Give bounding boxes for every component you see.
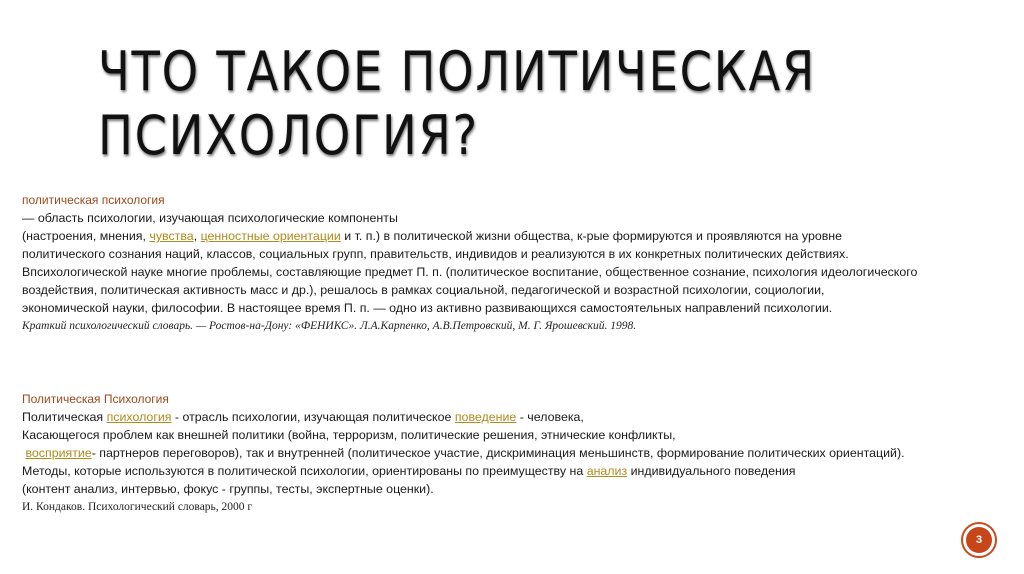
definition-block-2: [22, 390, 942, 516]
link-feelings[interactable]: чувства: [149, 229, 194, 243]
text-span: и т. п.) в политической жизни общества, к-рые формируются и проявляются на уровне: [340, 229, 843, 243]
definition-2-line: (контент анализ, интервью, фокус - группы, тесты, экспертные оценки).: [22, 482, 434, 496]
text-span: - партнеров переговоров), так и внутренней (политическое участие, дискриминация меньшинств, формирование политических ориентаций).: [91, 446, 905, 460]
text-span: Методы, которые используются в политической психологии, ориентированы по преимуществу на: [22, 464, 587, 478]
link-value-orientations[interactable]: ценностные ориентации: [200, 229, 341, 243]
text-span: Политическая: [22, 410, 107, 424]
text-span: индивидуального поведения: [627, 464, 796, 478]
definition-2-line: [22, 462, 942, 480]
definition-1-line: политического сознания наций, классов, социальных групп, правительств, индивидов и реализуются в их конкретных политических действиях.: [22, 247, 849, 261]
page-number-badge: [961, 522, 997, 558]
link-psychology[interactable]: психология: [106, 410, 172, 424]
slide-title-line-2: ПСИХОЛОГИЯ?: [98, 104, 479, 167]
definition-2-line: [22, 408, 942, 426]
slide-title-line-1: ЧТО ТАКОЕ ПОЛИТИЧЕСКАЯ: [98, 40, 816, 103]
definition-1-line: воздействия, политическая активность масс и др.), решалось в рамках социальной, педагогической и возрастной психологии, социологии,: [22, 283, 825, 297]
definition-1-line: Впсихологической науке многие проблемы, составляющие предмет П. п. (политическое воспитание, общественное сознание, психология идеологического: [22, 265, 918, 279]
text-span: - отрасль психологии, изучающая политическое: [171, 410, 455, 424]
definition-1-line: [22, 227, 942, 245]
link-perception[interactable]: восприятие: [25, 446, 92, 460]
definition-1-heading: политическая психология: [22, 193, 165, 207]
text-span: (настроения, мнения,: [22, 229, 150, 243]
link-analysis[interactable]: анализ: [586, 464, 628, 478]
page-number: 3: [966, 527, 992, 553]
text-span: ,: [193, 229, 201, 243]
definition-2-heading: Политическая Психология: [22, 392, 169, 406]
slide-title: [98, 40, 816, 168]
definition-1-source: Краткий психологический словарь. — Ростов-на-Дону: «ФЕНИКС». Л.А.Карпенко, А.В.Петровский, М. Г. Ярошевский. 1998.: [22, 320, 637, 332]
definition-1-line: — область психологии, изучающая психологические компоненты: [22, 211, 398, 225]
link-behavior[interactable]: поведение: [454, 410, 517, 424]
definition-2-line: Касающегося проблем как внешней политики (война, терроризм, политические решения, этнические конфликты,: [22, 428, 676, 442]
definition-2-line: [22, 444, 942, 462]
definition-2-source: И. Кондаков. Психологический словарь, 2000 г: [22, 501, 253, 513]
definition-1-line: экономической науки, философии. В настоящее время П. п. — одно из активно развивающихся самостоятельных направлений психологии.: [22, 301, 833, 315]
text-span: - человека,: [516, 410, 584, 424]
definition-block-1: [22, 191, 942, 335]
